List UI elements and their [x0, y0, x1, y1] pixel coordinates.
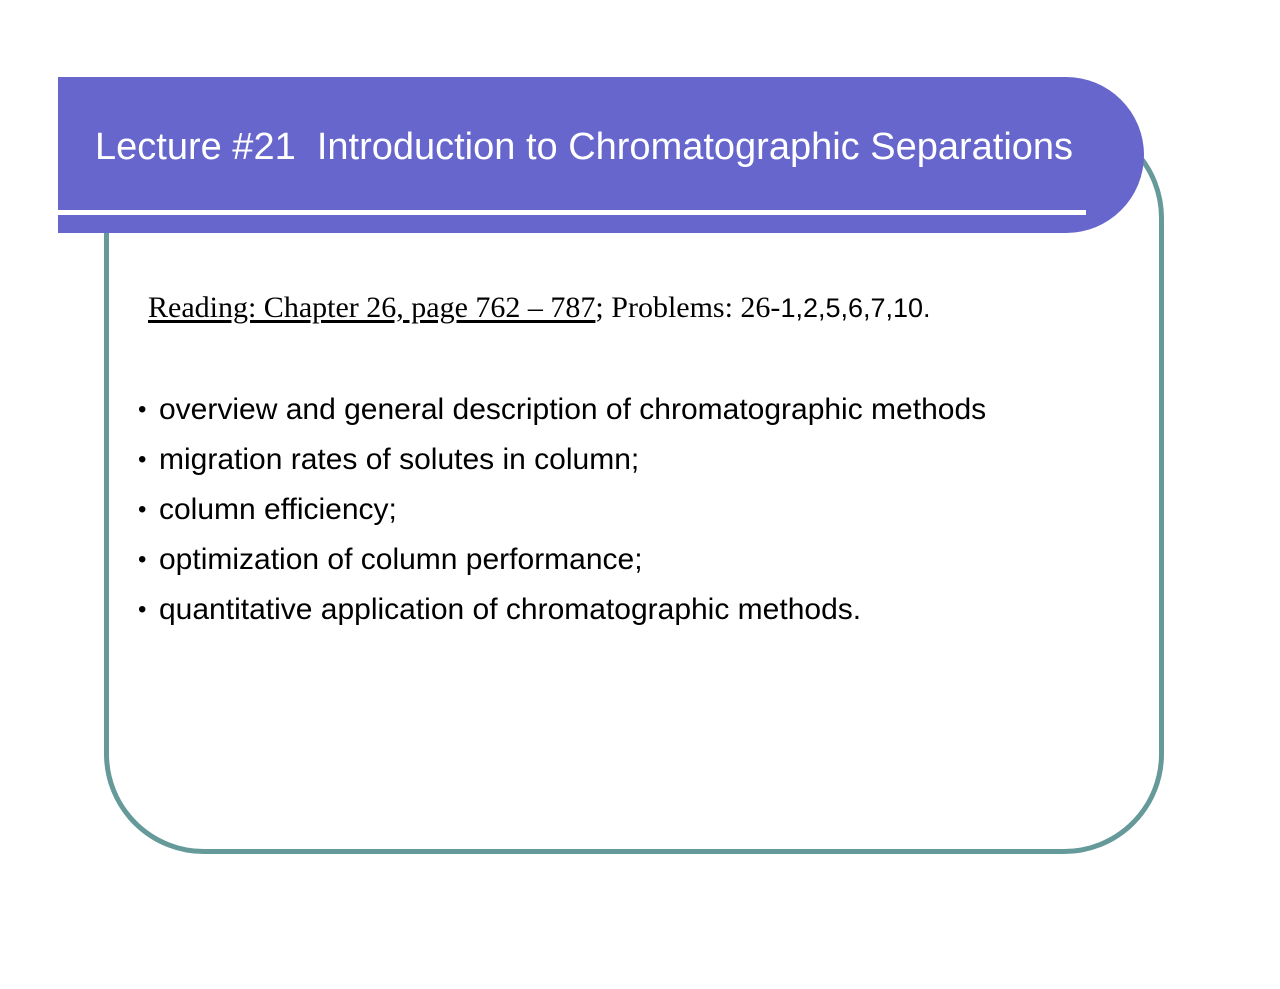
list-item: [138, 488, 986, 538]
bullet-icon: •: [138, 596, 147, 623]
bullet-icon: •: [138, 496, 147, 523]
list-item: [138, 388, 986, 438]
title-underline-rule: [58, 210, 1086, 215]
list-item: [138, 538, 986, 588]
list-item: [138, 438, 986, 488]
topic-list: [138, 388, 986, 638]
reading-separator: ;: [595, 291, 612, 324]
slide-title: Lecture #21 Introduction to Chromatographic Separations: [95, 126, 1074, 168]
bullet-icon: •: [138, 546, 147, 573]
problems-label: Problems: 26-: [611, 291, 781, 324]
bullet-icon: •: [138, 396, 147, 423]
list-item: [138, 588, 986, 638]
list-item-text: quantitative application of chromatographic methods.: [159, 593, 862, 626]
list-item-text: migration rates of solutes in column;: [159, 443, 640, 476]
problems-numbers: 1,2,5,6,7,10.: [780, 293, 931, 323]
reading-assignment: [148, 290, 931, 326]
reading-link[interactable]: Reading: Chapter 26, page 762 – 787: [148, 291, 596, 324]
list-item-text: column efficiency;: [159, 493, 397, 526]
list-item-text: optimization of column performance;: [159, 543, 643, 576]
bullet-icon: •: [138, 446, 147, 473]
list-item-text: overview and general description of chromatographic methods: [159, 393, 987, 426]
